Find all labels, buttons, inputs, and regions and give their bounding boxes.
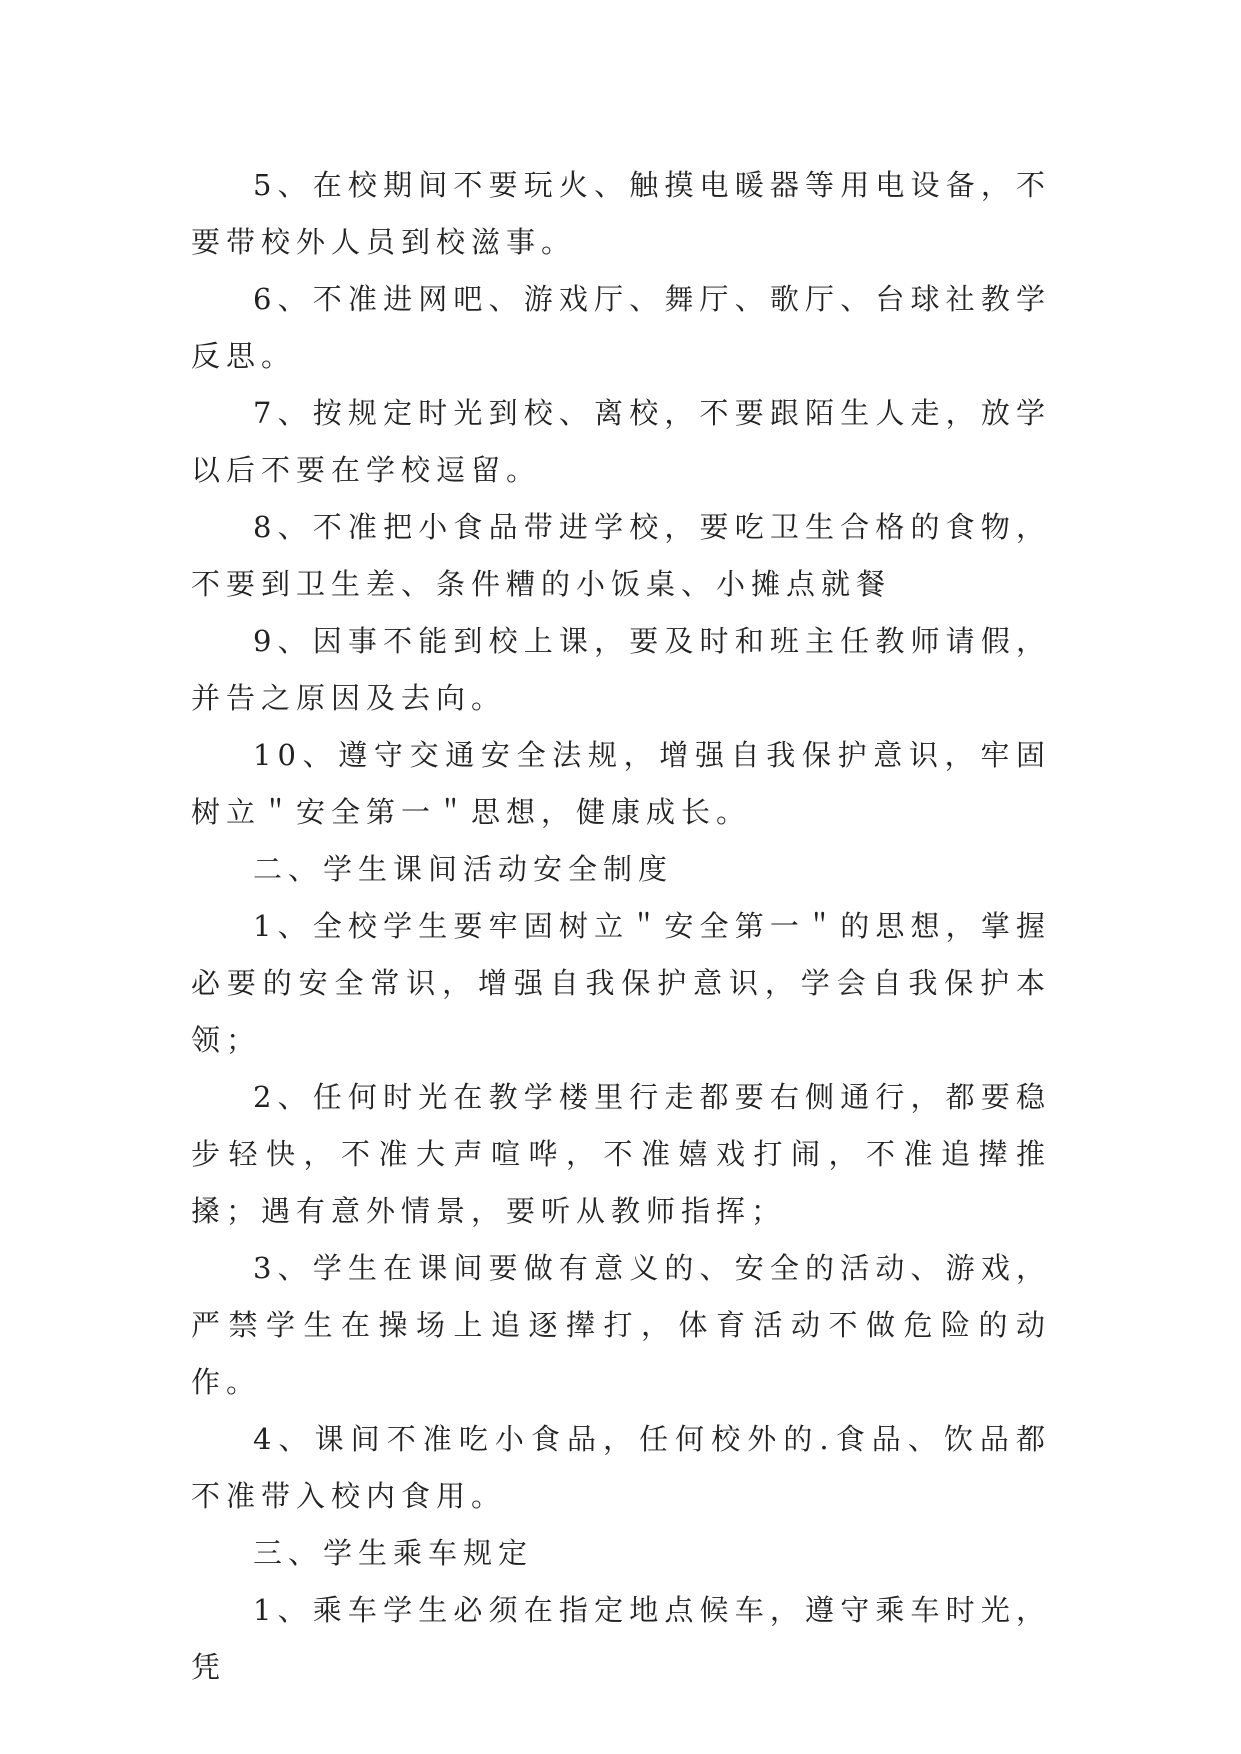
- rule-paragraph: 2、任何时光在教学楼里行走都要右侧通行，都要稳步轻快，不准大声喧哗，不准嬉戏打闹，不准追撵推搡；遇有意外情景，要听从教师指挥；: [191, 1080, 1051, 1228]
- section-heading: 二、学生课间活动安全制度: [253, 852, 674, 886]
- rule-paragraph: 8、不准把小食品带进学校，要吃卫生合格的食物，不要到卫生差、条件糟的小饭桌、小摊点就餐: [191, 510, 1051, 601]
- rule-paragraph: 7、按规定时光到校、离校，不要跟陌生人走，放学以后不要在学校逗留。: [191, 396, 1051, 487]
- section-heading: 三、学生乘车规定: [253, 1536, 534, 1570]
- rule-paragraph: 10、遵守交通安全法规，增强自我保护意识，牢固树立＂安全第一＂思想，健康成长。: [191, 738, 1051, 829]
- rule-paragraph: 5、在校期间不要玩火、触摸电暖器等用电设备，不要带校外人员到校滋事。: [191, 168, 1051, 259]
- rule-paragraph: 1、乘车学生必须在指定地点候车，遵守乘车时光，凭: [191, 1593, 1051, 1684]
- document-body: [191, 157, 1051, 1696]
- rule-paragraph: 6、不准进网吧、游戏厅、舞厅、歌厅、台球社教学反思。: [191, 282, 1051, 373]
- rule-paragraph: 3、学生在课间要做有意义的、安全的活动、游戏，严禁学生在操场上追逐撵打，体育活动不做危险的动作。: [191, 1251, 1051, 1399]
- rule-paragraph: 4、课间不准吃小食品，任何校外的.食品、饮品都不准带入校内食用。: [191, 1422, 1051, 1513]
- rule-paragraph: 9、因事不能到校上课，要及时和班主任教师请假，并告之原因及去向。: [191, 624, 1051, 715]
- rule-paragraph: 1、全校学生要牢固树立＂安全第一＂的思想，掌握必要的安全常识，增强自我保护意识，学会自我保护本领；: [191, 909, 1051, 1057]
